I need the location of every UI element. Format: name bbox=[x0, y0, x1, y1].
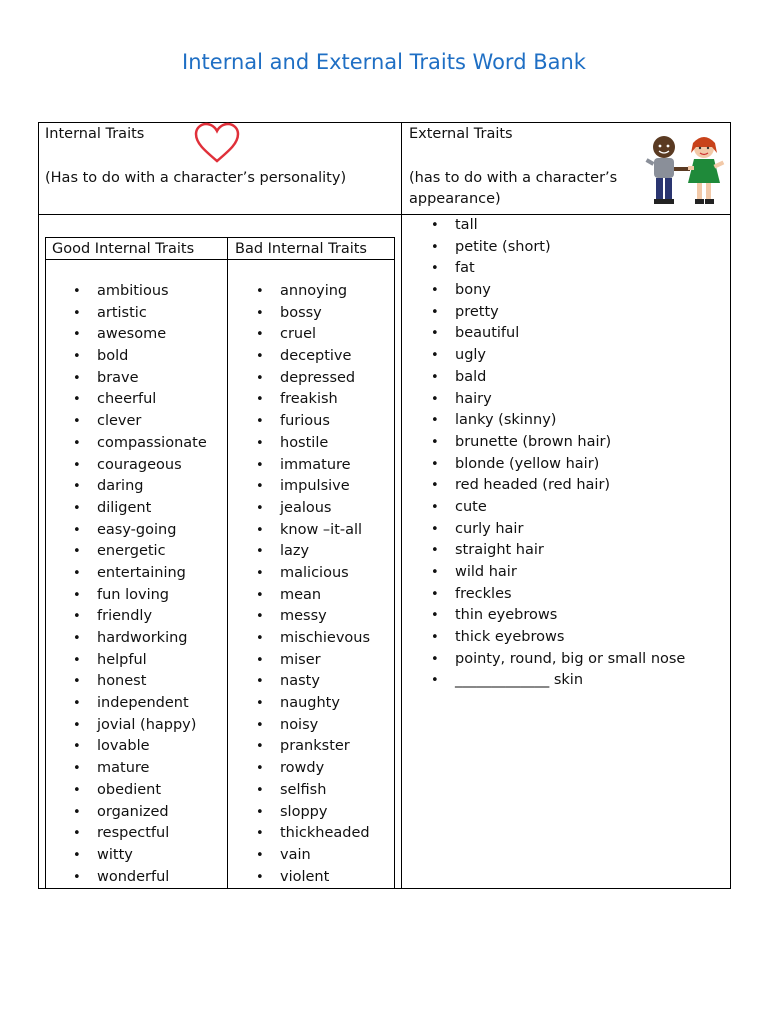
external-traits-list bbox=[431, 215, 686, 692]
bad-trait-item bbox=[256, 476, 370, 498]
trait-label: cute bbox=[455, 498, 487, 515]
bullet-icon: • bbox=[73, 782, 81, 798]
bullet-icon: • bbox=[431, 239, 439, 255]
trait-label: mean bbox=[280, 586, 322, 603]
trait-label: beautiful bbox=[455, 325, 520, 342]
bad-trait-item bbox=[256, 823, 370, 845]
bullet-icon: • bbox=[431, 478, 439, 494]
bad-traits-heading: Bad Internal Traits bbox=[235, 241, 367, 257]
trait-label: bald bbox=[455, 368, 487, 385]
good-trait-item bbox=[73, 411, 207, 433]
bullet-icon: • bbox=[73, 804, 81, 820]
bad-trait-item bbox=[256, 303, 370, 325]
external-trait-item bbox=[431, 627, 685, 649]
page-title: Internal and External Traits Word Bank bbox=[182, 50, 586, 74]
external-trait-item bbox=[431, 605, 685, 627]
external-trait-item bbox=[431, 258, 685, 280]
bad-trait-item bbox=[256, 563, 370, 585]
good-trait-item bbox=[73, 671, 207, 693]
good-trait-item bbox=[73, 628, 207, 650]
bad-trait-item bbox=[256, 346, 370, 368]
trait-label: _____________ skin bbox=[455, 672, 584, 689]
bullet-icon: • bbox=[256, 652, 264, 668]
trait-label: violent bbox=[280, 868, 330, 885]
trait-label: selfish bbox=[280, 781, 327, 798]
trait-label: compassionate bbox=[97, 434, 207, 451]
heart-icon bbox=[194, 122, 240, 164]
external-trait-item bbox=[431, 432, 685, 454]
trait-label: mature bbox=[97, 760, 150, 777]
bullet-icon: • bbox=[256, 631, 264, 646]
bad-trait-item bbox=[256, 715, 370, 737]
bullet-icon: • bbox=[73, 544, 81, 560]
good-trait-item bbox=[73, 563, 207, 585]
good-trait-item bbox=[73, 693, 207, 715]
trait-label: freakish bbox=[280, 391, 338, 408]
bad-trait-item bbox=[256, 802, 370, 824]
bullet-icon: • bbox=[73, 392, 81, 408]
good-trait-item bbox=[73, 324, 207, 346]
trait-label: organized bbox=[97, 803, 169, 820]
trait-label: brave bbox=[97, 369, 139, 386]
bullet-icon: • bbox=[431, 413, 439, 429]
bullet-icon: • bbox=[431, 369, 439, 385]
bullet-icon: • bbox=[256, 370, 264, 386]
trait-label: miser bbox=[280, 651, 321, 668]
external-trait-item bbox=[431, 389, 685, 411]
trait-label: annoying bbox=[280, 283, 348, 299]
bullet-icon: • bbox=[256, 544, 264, 560]
trait-label: straight hair bbox=[455, 542, 544, 559]
trait-label: fat bbox=[455, 260, 475, 277]
bullet-icon: • bbox=[73, 522, 81, 538]
bad-trait-item bbox=[256, 736, 370, 758]
subtable-column-divider bbox=[227, 237, 228, 889]
children-holding-hands-image bbox=[640, 133, 732, 207]
bullet-icon: • bbox=[256, 457, 264, 473]
bullet-icon: • bbox=[73, 327, 81, 343]
trait-label: noisy bbox=[280, 716, 319, 733]
bad-trait-item bbox=[256, 433, 370, 455]
bad-trait-item bbox=[256, 411, 370, 433]
good-trait-item bbox=[73, 780, 207, 802]
trait-label: thin eyebrows bbox=[455, 607, 558, 624]
bad-trait-item bbox=[256, 650, 370, 672]
bullet-icon: • bbox=[256, 696, 264, 712]
bad-trait-item bbox=[256, 671, 370, 693]
good-trait-item bbox=[73, 758, 207, 780]
bullet-icon: • bbox=[256, 284, 264, 299]
bad-trait-item bbox=[256, 281, 370, 303]
bullet-icon: • bbox=[256, 761, 264, 777]
bullet-icon: • bbox=[256, 522, 264, 538]
good-trait-item bbox=[73, 389, 207, 411]
trait-label: friendly bbox=[97, 608, 153, 625]
external-trait-item bbox=[431, 540, 685, 562]
bullet-icon: • bbox=[73, 479, 81, 495]
trait-label: lovable bbox=[97, 738, 150, 755]
bullet-icon: • bbox=[431, 218, 439, 233]
trait-label: wild hair bbox=[455, 564, 517, 580]
trait-label: deceptive bbox=[280, 348, 352, 365]
good-trait-item bbox=[73, 650, 207, 672]
external-trait-item bbox=[431, 323, 685, 345]
trait-label: furious bbox=[280, 413, 330, 430]
good-trait-item bbox=[73, 476, 207, 498]
bullet-icon: • bbox=[73, 696, 81, 712]
bullet-icon: • bbox=[73, 674, 81, 690]
trait-label: naughty bbox=[280, 695, 340, 712]
good-trait-item bbox=[73, 455, 207, 477]
bullet-icon: • bbox=[73, 609, 81, 625]
bullet-icon: • bbox=[73, 565, 81, 581]
bad-traits-list bbox=[256, 281, 371, 888]
good-trait-item bbox=[73, 867, 207, 889]
trait-label: wonderful bbox=[97, 868, 170, 885]
bullet-icon: • bbox=[256, 847, 264, 863]
trait-label: clever bbox=[97, 413, 142, 430]
bullet-icon: • bbox=[256, 327, 264, 343]
trait-label: bony bbox=[455, 282, 491, 299]
trait-label: diligent bbox=[97, 499, 152, 516]
internal-traits-description: (Has to do with a character’s personality) bbox=[45, 170, 347, 186]
bullet-icon: • bbox=[431, 348, 439, 364]
trait-label: courageous bbox=[97, 456, 182, 473]
bullet-icon: • bbox=[431, 456, 439, 472]
trait-label: hostile bbox=[280, 434, 329, 451]
good-trait-item bbox=[73, 433, 207, 455]
trait-label: hardworking bbox=[97, 630, 188, 646]
trait-label: daring bbox=[97, 478, 144, 495]
bullet-icon: • bbox=[256, 609, 264, 625]
bullet-icon: • bbox=[73, 826, 81, 842]
bullet-icon: • bbox=[73, 349, 81, 365]
trait-label: curly hair bbox=[455, 520, 524, 537]
bullet-icon: • bbox=[73, 370, 81, 386]
bullet-icon: • bbox=[431, 565, 439, 580]
trait-label: jovial (happy) bbox=[97, 716, 197, 733]
bullet-icon: • bbox=[73, 631, 81, 646]
trait-label: immature bbox=[280, 456, 351, 473]
trait-label: blonde (yellow hair) bbox=[455, 455, 600, 472]
bullet-icon: • bbox=[431, 673, 439, 689]
bullet-icon: • bbox=[431, 608, 439, 624]
trait-label: impulsive bbox=[280, 478, 350, 495]
external-traits-description-line1: (has to do with a character’s bbox=[409, 170, 618, 186]
bullet-icon: • bbox=[73, 717, 81, 733]
bullet-icon: • bbox=[256, 782, 264, 798]
good-trait-item bbox=[73, 541, 207, 563]
bad-trait-item bbox=[256, 324, 370, 346]
bullet-icon: • bbox=[256, 869, 264, 885]
bullet-icon: • bbox=[256, 435, 264, 451]
trait-label: entertaining bbox=[97, 564, 186, 581]
trait-label: helpful bbox=[97, 651, 147, 668]
external-traits-heading: External Traits bbox=[409, 126, 513, 142]
bad-trait-item bbox=[256, 606, 370, 628]
trait-label: freckles bbox=[455, 585, 512, 602]
bad-trait-item bbox=[256, 867, 370, 889]
trait-label: lazy bbox=[280, 543, 310, 560]
good-trait-item bbox=[73, 606, 207, 628]
bullet-icon: • bbox=[73, 869, 81, 885]
bullet-icon: • bbox=[431, 630, 439, 646]
external-trait-item bbox=[431, 562, 685, 584]
trait-label: petite (short) bbox=[455, 238, 551, 255]
trait-label: depressed bbox=[280, 369, 356, 386]
bullet-icon: • bbox=[73, 652, 81, 668]
bullet-icon: • bbox=[256, 392, 264, 408]
bullet-icon: • bbox=[431, 261, 439, 277]
external-trait-item bbox=[431, 345, 685, 367]
good-trait-item bbox=[73, 346, 207, 368]
external-trait-item bbox=[431, 454, 685, 476]
trait-label: hairy bbox=[455, 390, 492, 407]
trait-label: ambitious bbox=[97, 283, 169, 299]
bullet-icon: • bbox=[256, 565, 264, 581]
bullet-icon: • bbox=[256, 479, 264, 495]
subtable-header-divider bbox=[45, 259, 395, 260]
external-trait-item bbox=[431, 367, 685, 389]
bullet-icon: • bbox=[256, 414, 264, 430]
bad-trait-item bbox=[256, 758, 370, 780]
trait-label: bold bbox=[97, 348, 129, 365]
bullet-icon: • bbox=[256, 305, 264, 321]
bullet-icon: • bbox=[73, 500, 81, 516]
bullet-icon: • bbox=[73, 305, 81, 321]
bad-trait-item bbox=[256, 693, 370, 715]
good-trait-item bbox=[73, 585, 207, 607]
bullet-icon: • bbox=[431, 499, 439, 515]
bad-trait-item bbox=[256, 455, 370, 477]
bullet-icon: • bbox=[256, 717, 264, 733]
external-trait-item bbox=[431, 497, 685, 519]
good-traits-heading: Good Internal Traits bbox=[52, 241, 195, 257]
trait-label: independent bbox=[97, 695, 189, 712]
trait-label: respectful bbox=[97, 825, 170, 842]
bad-trait-item bbox=[256, 368, 370, 390]
bullet-icon: • bbox=[256, 500, 264, 516]
trait-label: red headed (red hair) bbox=[455, 477, 611, 494]
external-trait-item bbox=[431, 237, 685, 259]
trait-label: pointy, round, big or small nose bbox=[455, 650, 686, 667]
bad-trait-item bbox=[256, 520, 370, 542]
trait-label: obedient bbox=[97, 781, 162, 798]
external-trait-item bbox=[431, 475, 685, 497]
good-trait-item bbox=[73, 736, 207, 758]
trait-label: know –it-all bbox=[280, 521, 363, 538]
external-trait-item bbox=[431, 302, 685, 324]
bullet-icon: • bbox=[431, 521, 439, 537]
trait-label: thickheaded bbox=[280, 825, 370, 842]
trait-label: messy bbox=[280, 608, 327, 625]
good-trait-item bbox=[73, 368, 207, 390]
external-trait-item bbox=[431, 280, 685, 302]
good-trait-item bbox=[73, 498, 207, 520]
trait-label: prankster bbox=[280, 738, 350, 755]
external-traits-description-line2: appearance) bbox=[409, 191, 501, 207]
trait-label: brunette (brown hair) bbox=[455, 433, 612, 450]
bullet-icon: • bbox=[431, 391, 439, 407]
trait-label: vain bbox=[280, 846, 311, 863]
bullet-icon: • bbox=[73, 847, 81, 863]
trait-label: sloppy bbox=[280, 803, 328, 820]
good-trait-item bbox=[73, 303, 207, 325]
trait-label: easy-going bbox=[97, 521, 177, 538]
external-trait-item bbox=[431, 584, 685, 606]
bullet-icon: • bbox=[73, 284, 81, 299]
external-trait-item bbox=[431, 670, 685, 692]
bullet-icon: • bbox=[256, 739, 264, 755]
good-trait-item bbox=[73, 823, 207, 845]
trait-label: cheerful bbox=[97, 391, 157, 408]
external-trait-item bbox=[431, 215, 685, 237]
bad-trait-item bbox=[256, 845, 370, 867]
bullet-icon: • bbox=[431, 543, 439, 559]
bullet-icon: • bbox=[431, 326, 439, 342]
trait-label: bossy bbox=[280, 304, 322, 321]
trait-label: malicious bbox=[280, 564, 349, 581]
bad-trait-item bbox=[256, 541, 370, 563]
bad-trait-item bbox=[256, 498, 370, 520]
bullet-icon: • bbox=[73, 435, 81, 451]
trait-label: fun loving bbox=[97, 586, 169, 603]
bullet-icon: • bbox=[73, 739, 81, 755]
trait-label: tall bbox=[455, 217, 478, 233]
trait-label: pretty bbox=[455, 303, 499, 320]
trait-label: ugly bbox=[455, 347, 487, 364]
trait-label: cruel bbox=[280, 326, 317, 343]
internal-traits-heading: Internal Traits bbox=[45, 126, 145, 142]
bad-trait-item bbox=[256, 628, 371, 650]
bullet-icon: • bbox=[431, 434, 439, 450]
bullet-icon: • bbox=[73, 761, 81, 777]
good-trait-item bbox=[73, 281, 207, 303]
bullet-icon: • bbox=[73, 587, 81, 603]
good-traits-list bbox=[73, 281, 207, 888]
trait-label: honest bbox=[97, 673, 147, 690]
trait-label: mischievous bbox=[280, 630, 371, 646]
trait-label: rowdy bbox=[280, 760, 325, 777]
trait-label: lanky (skinny) bbox=[455, 412, 557, 429]
bullet-icon: • bbox=[73, 457, 81, 473]
bullet-icon: • bbox=[431, 283, 439, 299]
bullet-icon: • bbox=[256, 587, 264, 603]
bullet-icon: • bbox=[256, 804, 264, 820]
trait-label: awesome bbox=[97, 326, 167, 343]
bullet-icon: • bbox=[431, 651, 439, 667]
trait-label: witty bbox=[97, 846, 133, 863]
trait-label: nasty bbox=[280, 673, 320, 690]
external-trait-item bbox=[431, 410, 685, 432]
bullet-icon: • bbox=[431, 586, 439, 602]
external-trait-item bbox=[431, 649, 686, 671]
column-divider bbox=[401, 122, 402, 889]
bad-trait-item bbox=[256, 585, 370, 607]
good-trait-item bbox=[73, 520, 207, 542]
bad-trait-item bbox=[256, 780, 370, 802]
trait-label: thick eyebrows bbox=[455, 629, 565, 646]
trait-label: energetic bbox=[97, 543, 166, 560]
bullet-icon: • bbox=[256, 349, 264, 365]
bullet-icon: • bbox=[256, 674, 264, 690]
bullet-icon: • bbox=[256, 826, 264, 842]
trait-label: jealous bbox=[280, 499, 332, 516]
good-trait-item bbox=[73, 802, 207, 824]
trait-label: artistic bbox=[97, 304, 147, 321]
external-trait-item bbox=[431, 519, 685, 541]
bad-trait-item bbox=[256, 389, 370, 411]
good-trait-item bbox=[73, 715, 207, 737]
bullet-icon: • bbox=[431, 304, 439, 320]
bullet-icon: • bbox=[73, 414, 81, 430]
good-trait-item bbox=[73, 845, 207, 867]
